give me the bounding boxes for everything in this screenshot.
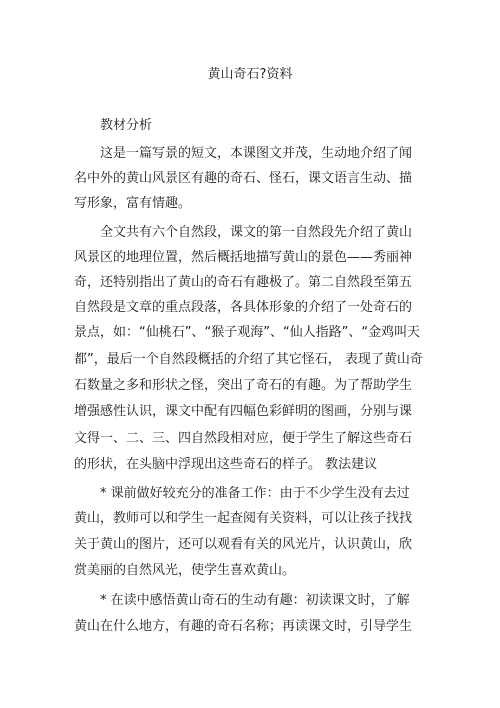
paragraph-line: 自然段是文章的重点段落，各具体形象的介绍了一处奇石的 bbox=[74, 300, 413, 315]
paragraph-line: 风景区的地理位置，然后概括地描写黄山的景色——秀丽神 bbox=[74, 250, 413, 265]
paragraph-line: 赏美丽的自然风光，使学生喜欢黄山。 bbox=[74, 563, 296, 578]
paragraph-line: 关于黄山的图片，还可以观看有关的风光片，认识黄山，欣 bbox=[74, 537, 413, 552]
paragraph-line: 黄山在什么地方，有趣的奇石名称；再读课文时，引导学生 bbox=[74, 619, 413, 634]
paragraph-line: 名中外的黄山风景区有趣的奇石、怪石，课文语言生动、描 bbox=[74, 171, 413, 186]
document-title: 黄山奇石?资料 bbox=[207, 67, 293, 82]
paragraph-line: 石数量之多和形状之怪，突出了奇石的有趣。为了帮助学生 bbox=[74, 378, 413, 393]
paragraph-line: 黄山，教师可以和学生一起查阅有关资料，可以让孩子找找 bbox=[74, 511, 413, 526]
paragraph-line: * 在读中感悟黄山奇石的生动有趣：初读课文时，了解 bbox=[100, 593, 410, 608]
section-heading: 教材分析 bbox=[100, 118, 153, 133]
paragraph-line: 景点，如：“仙桃石”、“猴子观海”、“仙人指路”、“金鸡叫天 bbox=[74, 325, 421, 340]
paragraph-line: 都”，最后一个自然段概括的介绍了其它怪石， 表现了黄山奇 bbox=[74, 352, 423, 367]
paragraph-line: 奇，还特别指出了黄山的奇石有趣极了。第二自然段至第五 bbox=[74, 275, 413, 290]
paragraph-line: 的形状，在头脑中浮现出这些奇石的样子。 教法建议 bbox=[74, 457, 378, 472]
paragraph-line: 写形象，富有情趣。 bbox=[74, 196, 192, 211]
paragraph-line: 全文共有六个自然段，课文的第一自然段先介绍了黄山 bbox=[100, 225, 413, 240]
paragraph-line: 增强感性认识，课文中配有四幅色彩鲜明的图画，分别与课 bbox=[74, 404, 413, 419]
paragraph-line: 文得一、二、三、四自然段相对应，便于学生了解这些奇石 bbox=[74, 431, 413, 446]
paragraph-line: 这是一篇写景的短文，本课图文并茂，生动地介绍了闻 bbox=[100, 146, 413, 161]
paragraph-line: * 课前做好较充分的准备工作：由于不少学生没有去过 bbox=[100, 486, 410, 501]
